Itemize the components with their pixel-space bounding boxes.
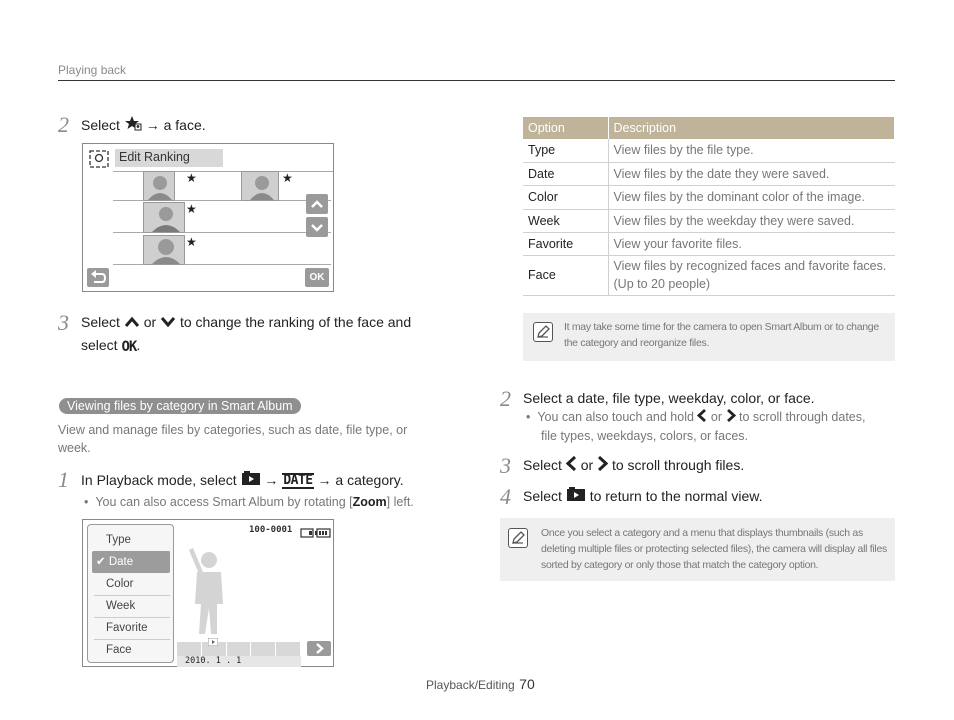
table-header-option: Option: [523, 117, 608, 139]
table-row: Color View files by the dominant color of the image.: [523, 185, 895, 209]
category-menu: [87, 524, 174, 663]
favorite-star-icon: ★: [186, 171, 197, 185]
menu-item-face[interactable]: Face: [106, 644, 132, 656]
face-star-icon: [124, 115, 142, 137]
footer-section: Playback/Editing: [426, 678, 515, 692]
step-3-text: Select or to change the ranking of the face and select OK.: [81, 311, 451, 358]
favorite-star-icon: ★: [282, 171, 293, 185]
page-number: 70: [519, 676, 535, 692]
battery-icon: [315, 525, 331, 543]
file-counter: 100-0001: [249, 525, 293, 535]
section-description: View and manage files by categories, such as date, file type, or week.: [58, 423, 408, 455]
header-rule: [58, 80, 895, 81]
step-2-number: 2: [58, 112, 69, 137]
ok-button[interactable]: OK: [305, 268, 329, 287]
back-arrow-icon: [87, 268, 109, 287]
option-table: [523, 117, 895, 296]
chevron-left-icon: [566, 455, 577, 477]
move-down-button[interactable]: [306, 217, 328, 237]
menu-item-favorite[interactable]: Favorite: [106, 622, 148, 634]
note-text: Once you select a category and a menu that displays thumbnails (such as deleting multiple files or protecting selected files), the camera will display all files sorted by category or only those that match the category option.: [541, 527, 887, 571]
chevron-down-icon: [160, 312, 176, 334]
memory-icon: [300, 525, 314, 543]
ok-glyph: OK: [121, 338, 137, 355]
menu-item-type[interactable]: Type: [106, 534, 131, 546]
step-2-text: Select → a face.: [81, 114, 206, 137]
note-text: It may take some time for the camera to open Smart Album or to change the category and reorganize files.: [564, 321, 879, 349]
right-step-2-bullet: • You can also touch and hold or to scroll through dates, file types, weekdays, colors, or faces.: [526, 410, 866, 443]
table-row: Week View files by the weekday they were saved.: [523, 209, 895, 232]
face-thumbnail[interactable]: [143, 235, 185, 265]
check-icon: ✔: [96, 556, 109, 568]
photo-silhouette: [183, 532, 231, 641]
date-icon: DATE: [283, 473, 313, 489]
right-step-2-text: Select a date, file type, weekday, color, or face.: [523, 390, 815, 406]
table-row: Favorite View your favorite files.: [523, 232, 895, 255]
note-box: [500, 518, 895, 581]
chevron-down-icon: [306, 217, 328, 237]
face-thumbnail[interactable]: [143, 202, 185, 233]
running-header: Playing back: [58, 63, 127, 77]
chevron-left-icon: [697, 409, 707, 427]
chevron-right-icon: [597, 455, 608, 477]
table-row: Type View files by the file type.: [523, 139, 895, 162]
right-step-4-text: Select to return to the normal view.: [523, 485, 762, 508]
menu-item-week[interactable]: Week: [106, 600, 136, 612]
chevron-right-icon: [307, 641, 331, 656]
film-cell[interactable]: [276, 642, 301, 656]
next-button[interactable]: [307, 641, 331, 656]
face-thumbnail[interactable]: [143, 171, 175, 201]
chevron-up-icon: [306, 194, 328, 214]
chevron-right-icon: [726, 409, 736, 427]
table-row: Face View files by recognized faces and favorite faces. (Up to 20 people): [523, 255, 895, 295]
menu-item-date[interactable]: ✔ Date: [92, 551, 170, 573]
film-cell-current[interactable]: [202, 642, 227, 656]
step-1-number: 1: [58, 467, 69, 492]
footer: [426, 676, 535, 694]
right-step-2-number: 2: [500, 386, 511, 411]
film-cell[interactable]: [251, 642, 276, 656]
favorite-star-icon: ★: [186, 202, 197, 216]
filmstrip[interactable]: [177, 642, 301, 656]
playback-icon: [566, 486, 586, 508]
face-thumbnail[interactable]: [241, 171, 279, 201]
face-recognition-icon: [89, 150, 109, 173]
right-step-3-number: 3: [500, 453, 511, 478]
note-box: [523, 313, 895, 361]
table-header-description: Description: [608, 117, 895, 139]
move-up-button[interactable]: [306, 194, 328, 214]
back-button[interactable]: [87, 268, 109, 287]
section-title: Viewing files by category in Smart Album: [59, 398, 301, 414]
step-1-bullet: • You can also access Smart Album by rotating [Zoom] left.: [84, 495, 414, 509]
smart-album-screen: [82, 519, 334, 667]
film-cell[interactable]: [177, 642, 202, 656]
category-date-label: 2010. 1 . 1: [177, 656, 301, 667]
note-pencil-icon: [533, 322, 553, 342]
play-marker-icon: [208, 638, 218, 646]
edit-ranking-title: Edit Ranking: [115, 149, 223, 167]
right-step-4-number: 4: [500, 484, 511, 509]
chevron-up-icon: [124, 312, 140, 334]
menu-item-color[interactable]: Color: [106, 578, 134, 590]
step-3-number: 3: [58, 310, 69, 335]
right-step-3-text: Select or to scroll through files.: [523, 454, 744, 477]
note-pencil-icon: [508, 528, 528, 548]
table-row: Date View files by the date they were saved.: [523, 162, 895, 185]
step-1-text: In Playback mode, select → DATE → a category.: [81, 469, 404, 492]
film-cell[interactable]: [227, 642, 252, 656]
edit-ranking-screen: [82, 143, 334, 292]
playback-icon: [241, 470, 261, 492]
favorite-star-icon: ★: [186, 235, 197, 249]
